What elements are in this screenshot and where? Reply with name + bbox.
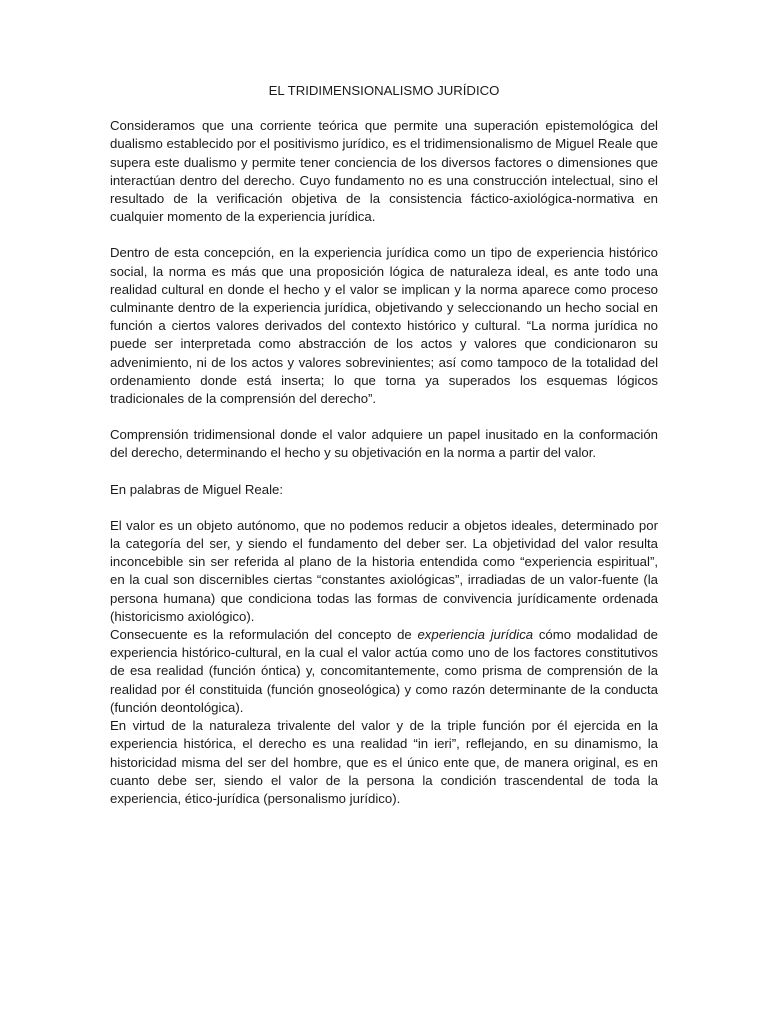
paragraph-trivalent: En virtud de la naturaleza trivalente del valor y de la triple función por él ejercida en la experiencia histórica, el derecho es una realidad “in ieri”, reflejando, en su dinamismo, la historicidad misma del ser del hombre, que es el único ente que, de manera original, es en cuanto debe ser, siendo el valor de la persona la condición trascendental de toda la experiencia, ético-jurídica (personalismo jurídico). — [110, 718, 658, 806]
paragraph-reformulation — [110, 626, 658, 717]
reformulation-text-after: cómo modalidad de experiencia histórico-cultural, en la cual el valor actúa como uno de los factores constitutivos de esa realidad (función óntica) y, concomitantemente, como prisma de comprensión de la realidad por él constituida (función gnoseológica) y como razón determinante de la conducta (función deontológica). — [110, 627, 658, 715]
document-title: EL TRIDIMENSIONALISMO JURÍDICO — [268, 83, 500, 98]
paragraph-tridimensional: Comprensión tridimensional donde el valor adquiere un papel inusitado en la conformación del derecho, determinando el hecho y su objetivación en la norma a partir del valor. — [110, 427, 658, 461]
document-page — [110, 82, 658, 808]
paragraph-reale-intro: En palabras de Miguel Reale: — [110, 481, 284, 497]
reformulation-italic-term: experiencia jurídica — [417, 627, 534, 643]
paragraph-conception: Dentro de esta concepción, en la experiencia jurídica como un tipo de experiencia histórico social, la norma es más que una proposición lógica de naturaleza ideal, es ante todo una realidad cultural en donde el hecho y el valor se implican y la norma aparece como proceso culminante dentro de la experiencia jurídica, objetivando y seleccionando un hecho social en función a ciertos valores derivados del contexto histórico y cultural. “La norma jurídica no puede ser interpretada como abstracción de los actos y valores que condicionaron su advenimiento, ni de los actos y valores sobrevinientes; así como tampoco de la totalidad del ordenamiento donde está inserta; lo que torna ya superados los esquemas lógicos tradicionales de la comprensión del derecho”. — [110, 245, 658, 407]
paragraph-value: El valor es un objeto autónomo, que no podemos reducir a objetos ideales, determinado por la categoría del ser, y siendo el fundamento del deber ser. La objetividad del valor resulta inconcebible sin ser referida al plano de la historia entendida como “experiencia espiritual”, en la cual son discernibles ciertas “constantes axiológicas”, irradiadas de un valor-fuente (la persona humana) que condiciona todas las formas de convivencia jurídicamente ordenada (historicismo axiológico). — [110, 517, 658, 624]
reformulation-text-before: Consecuente es la reformulación del concepto de — [110, 627, 418, 643]
paragraph-intro: Consideramos que una corriente teórica que permite una superación epistemológica del dualismo establecido por el positivismo jurídico, es el tridimensionalismo de Miguel Reale que supera este dualismo y permite tener conciencia de los diversos factores o dimensiones que interactúan dentro del derecho. Cuyo fundamento no es una construcción intelectual, sino el resultado de la verificación objetiva de la consistencia fáctico-axiológica-normativa en cualquier momento de la experiencia jurídica. — [110, 118, 658, 225]
